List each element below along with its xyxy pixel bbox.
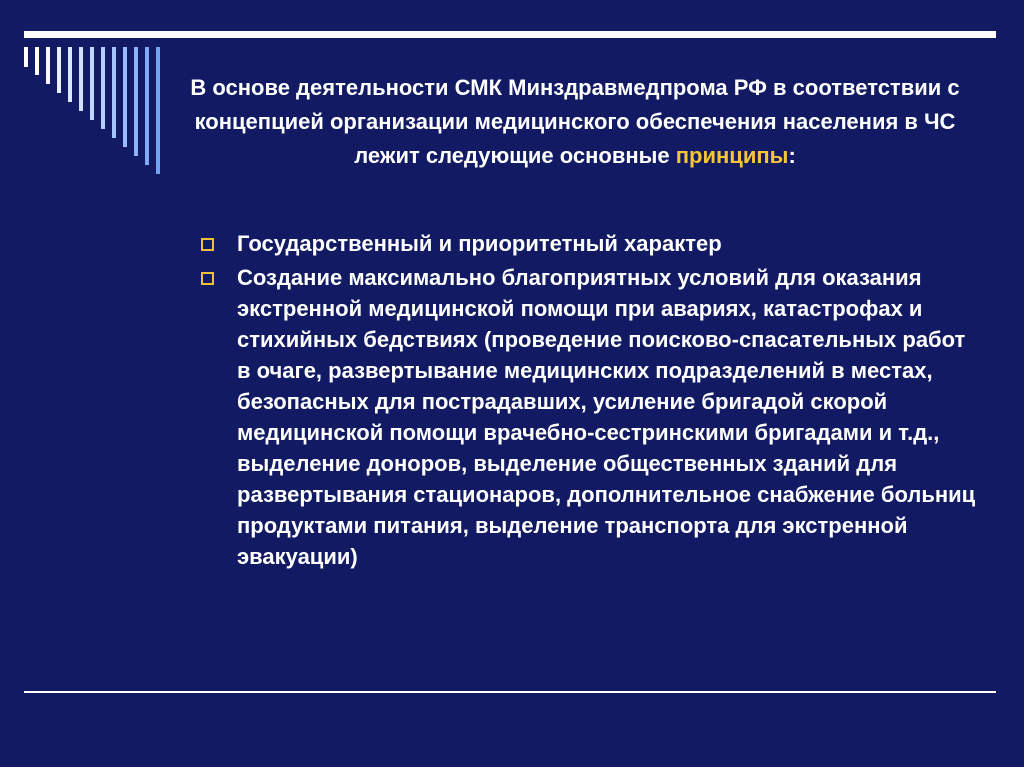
bottom-divider [24, 691, 996, 693]
stripe [24, 47, 28, 67]
list-item [200, 228, 980, 259]
hollow-square-bullet-icon [201, 238, 214, 251]
list-item [200, 262, 980, 572]
stripe [57, 47, 61, 93]
stripe [68, 47, 72, 102]
stripe [112, 47, 116, 138]
title-accent-word: принципы [675, 143, 789, 168]
stripe [134, 47, 138, 156]
stripe [79, 47, 83, 111]
stripe [46, 47, 50, 84]
bullet-text: Создание максимально благоприятных условий для оказания экстренной медицинской помощи при авариях, катастрофах и стихийных бедствиях (проведение поисково-спасательных работ в очаге, развертывание медицинских подразделений в местах, безопасных для пострадавших, усиление бригадой скорой медицинской помощи врачебно-сестринскими бригадами и т.д., выделение доноров, выделение общественных зданий для развертывания стационаров, дополнительное снабжение больниц продуктами питания, выделение транспорта для экстренной эвакуации) [237, 265, 976, 569]
bullet-text: Государственный и приоритетный характер [237, 231, 722, 256]
stripe [35, 47, 39, 75]
hollow-square-bullet-icon [201, 272, 214, 285]
title-text: В основе деятельности СМК Минздравмедпрома РФ в соответствии с концепцией организации медицинского обеспечения населения в ЧС лежит следующие основные [190, 75, 960, 168]
stripe [90, 47, 94, 120]
top-divider [24, 31, 996, 38]
stripe [145, 47, 149, 165]
stripe [156, 47, 160, 174]
stripe [101, 47, 105, 129]
slide-title [190, 71, 960, 173]
title-colon: : [788, 143, 796, 168]
stripe [123, 47, 127, 147]
principles-list [200, 228, 980, 575]
